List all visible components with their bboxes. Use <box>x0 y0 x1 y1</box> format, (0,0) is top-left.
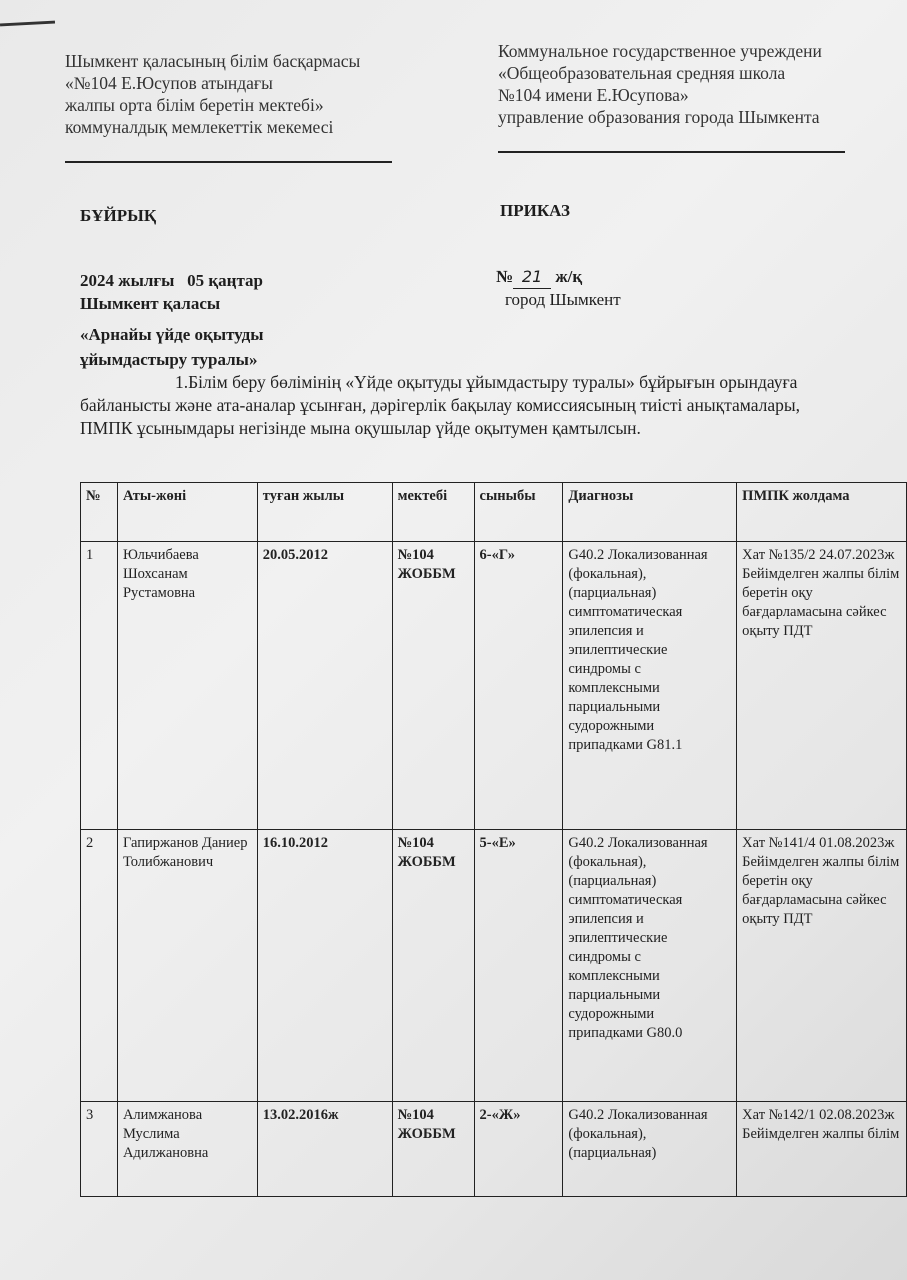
col-header: ПМПК жолдама <box>737 483 907 542</box>
city-ru: город Шымкент <box>505 290 621 309</box>
cell: G40.2 Локализованная (фокальная), (парциальная) симптоматическая эпилепсия и эпилептические синдромы с комплексными парциальными судорожными припадками G80.0 <box>563 830 737 1102</box>
table-row <box>81 830 907 1102</box>
cell: №104 ЖОББМ <box>392 542 474 830</box>
header-line: №104 имени Е.Юсупова» <box>498 85 689 105</box>
order-number <box>496 266 582 289</box>
divider <box>65 161 392 163</box>
col-header: мектебі <box>392 483 474 542</box>
order-paragraph: 1.Білім беру бөлімінің «Үйде оқытуды ұйымдастыру туралы» бұйрығын орындауға байланысты және ата-аналар ұсынған, дәрігерлік бақылау комиссиясының тиісті анықтамалары, ПМПК ұсынымдары негізінде мына оқушылар үйде оқытумен қамтылсын. <box>80 372 800 438</box>
table-header-row <box>81 483 907 542</box>
cell: 1 <box>81 542 118 830</box>
subject-line: «Арнайы үйде оқытуды <box>80 325 264 344</box>
col-header: № <box>81 483 118 542</box>
pen-mark <box>0 21 55 27</box>
cell: 20.05.2012 <box>257 542 392 830</box>
header-kz <box>65 50 360 138</box>
cell: G40.2 Локализованная (фокальная), (парциальная) симптоматическая эпилепсия и эпилептические синдромы с комплексными парциальными судорожными припадками G81.1 <box>563 542 737 830</box>
table-row <box>81 542 907 830</box>
title-ru: ПРИКАЗ <box>500 201 570 220</box>
cell: №104 ЖОББМ <box>392 1102 474 1197</box>
subject-line: ұйымдастыру туралы» <box>80 350 258 369</box>
cell: 2 <box>81 830 118 1102</box>
header-line: «Общеобразовательная средняя школа <box>498 63 786 83</box>
col-header: Аты-жөні <box>117 483 257 542</box>
header-ru <box>498 40 822 128</box>
cell: Хат №135/2 24.07.2023ж Бейімделген жалпы білім беретін оқу бағдарламасына сәйкес оқыту ПДТ <box>737 542 907 830</box>
cell: Хат №142/1 02.08.2023ж Бейімделген жалпы білім <box>737 1102 907 1197</box>
header-line: коммуналдық мемлекеттік мекемесі <box>65 117 334 137</box>
header-line: Коммунальное государственное учреждени <box>498 41 822 61</box>
cell: №104 ЖОББМ <box>392 830 474 1102</box>
cell: 5-«Е» <box>474 830 563 1102</box>
header-line: Шымкент қаласының білім басқармасы <box>65 51 361 71</box>
header-line: «№104 Е.Юсупов атындағы <box>65 73 273 93</box>
cell: 3 <box>81 1102 118 1197</box>
number-suffix: ж/қ <box>551 267 583 286</box>
number-prefix: № <box>496 267 514 286</box>
handwritten-number: 21 <box>513 266 551 289</box>
cell: Гапиржанов Даниер Толибжанович <box>117 830 257 1102</box>
header-line: управление образования города Шымкента <box>498 107 820 127</box>
col-header: туған жылы <box>257 483 392 542</box>
order-date: 2024 жылғы 05 қаңтар <box>80 271 263 290</box>
cell: G40.2 Локализованная (фокальная), (парциальная) <box>563 1102 737 1197</box>
cell: 2-«Ж» <box>474 1102 563 1197</box>
cell: Хат №141/4 01.08.2023ж Бейімделген жалпы білім беретін оқу бағдарламасына сәйкес оқыту ПДТ <box>737 830 907 1102</box>
students-table <box>80 482 907 1197</box>
cell: Алимжанова Муслима Адилжановна <box>117 1102 257 1197</box>
cell: 6-«Г» <box>474 542 563 830</box>
col-header: Диагнозы <box>563 483 737 542</box>
title-kz: БҰЙРЫҚ <box>80 206 157 225</box>
table-row <box>81 1102 907 1197</box>
divider <box>498 151 845 153</box>
cell: 16.10.2012 <box>257 830 392 1102</box>
order-subject <box>80 322 264 372</box>
col-header: сыныбы <box>474 483 563 542</box>
header-line: жалпы орта білім беретін мектебі» <box>65 95 324 115</box>
cell: Юльчибаева Шохсанам Рустамовна <box>117 542 257 830</box>
cell: 13.02.2016ж <box>257 1102 392 1197</box>
city-kz: Шымкент қаласы <box>80 294 221 313</box>
